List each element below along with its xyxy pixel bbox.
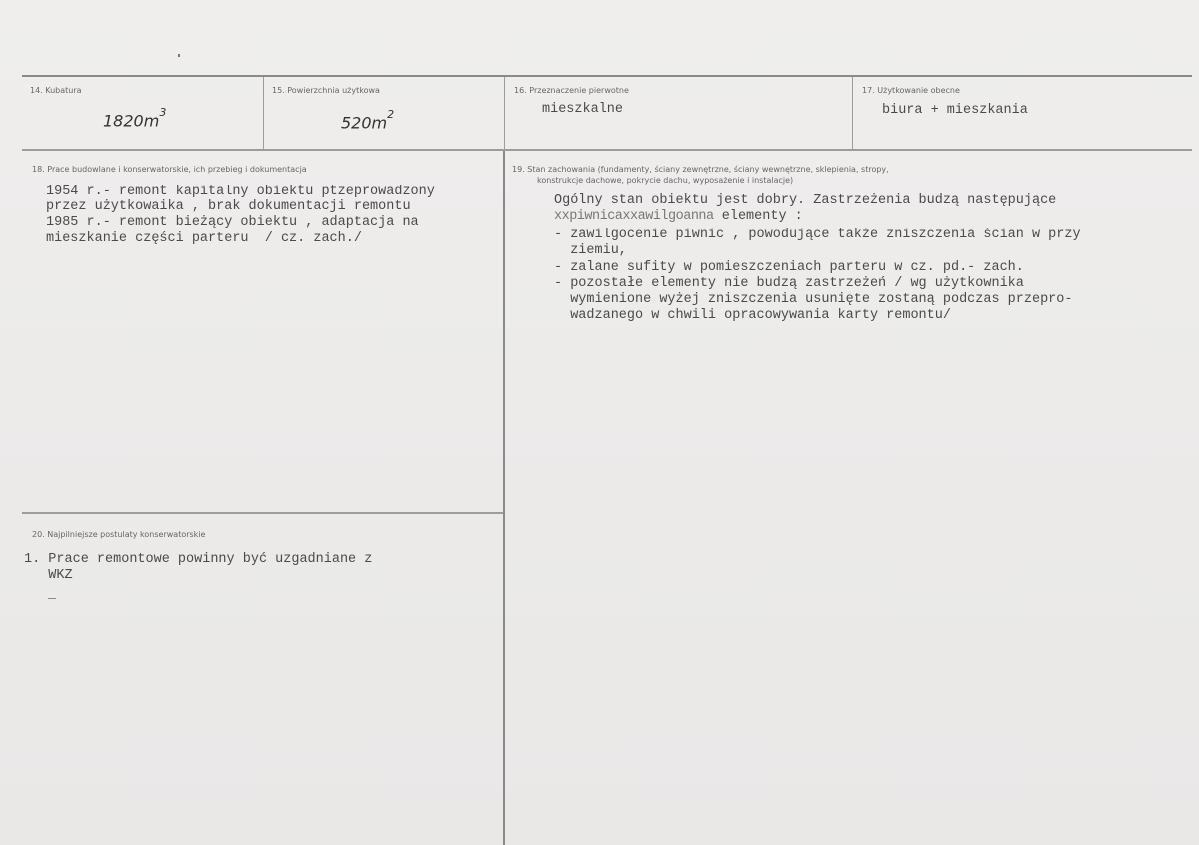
field-18-line-3: 1985 r.- remont bieżący obiektu , adaptacja na: [46, 215, 419, 230]
divider-14-15: [263, 77, 264, 149]
field-19-label-line-1: 19. Stan zachowania (fundamenty, ściany zewnętrzne, ściany wewnętrzne, sklepienia, stropy,: [512, 165, 889, 174]
field-19-line-2: [554, 210, 803, 225]
field-15-value: [341, 108, 395, 133]
field-19-line-1: Ogólny stan obiektu jest dobry. Zastrzeżenia budzą następujące: [554, 193, 1057, 208]
field-20-line-2: WKZ: [24, 568, 73, 583]
field-18-line-2: przez użytkowaika , brak dokumentacji remontu: [46, 199, 411, 214]
struck-text: xxpiwnicaxxawilgoanna: [554, 209, 714, 224]
main-vertical-divider: [503, 151, 505, 845]
field-18-label: 18. Prace budowlane i konserwatorskie, ich przebieg i dokumentacja: [32, 165, 307, 174]
area-unit: m: [371, 113, 388, 133]
divider-16-17: [852, 77, 853, 149]
area-exponent: 2: [387, 108, 395, 121]
field-18-line-4: mieszkanie części parteru / cz. zach./: [46, 231, 362, 246]
field-19-line-7: wymienione wyżej zniszczenia usunięte zostaną podczas przepro-: [554, 292, 1073, 307]
top-rule: [22, 75, 1192, 77]
field-20-line-1: 1. Prace remontowe powinny być uzgadniane z: [24, 552, 373, 567]
field-16-label: 16. Przeznaczenie pierwotne: [514, 86, 629, 95]
stray-mark-2: [48, 598, 56, 599]
field-17-value: biura + mieszkania: [882, 103, 1028, 118]
field-14-value: [103, 106, 167, 131]
field-17-label: 17. Użytkowanie obecne: [862, 86, 960, 95]
field-16-value: mieszkalne: [542, 102, 624, 117]
field-20-label: 20. Najpilniejsze postulaty konserwatorskie: [32, 530, 206, 539]
field-19-line-3: - zawilgocenie piwnic , powodujące także zniszczenia ścian w przy: [554, 228, 1081, 242]
divider-15-16: [504, 77, 505, 149]
field-19-line-2-rest: elementy :: [713, 209, 803, 224]
kubatura-unit: m: [143, 111, 160, 131]
field-19-line-8: wadzanego w chwili opracowywania karty remontu/: [554, 308, 951, 323]
stray-mark: [178, 54, 180, 57]
section-20-top-rule: [22, 512, 503, 514]
row1-bottom-rule: [22, 149, 1192, 151]
field-18-line-1: 1954 r.- remont kapitalny obiektu ptzeprowadzony: [46, 185, 435, 199]
kubatura-exponent: 3: [159, 106, 167, 119]
field-15-label: 15. Powierzchnia użytkowa: [272, 86, 380, 95]
field-19-line-4: ziemiu,: [554, 243, 627, 258]
field-14-label: 14. Kubatura: [30, 86, 82, 95]
field-19-label-line-2: konstrukcje dachowe, pokrycie dachu, wyposażenie i instalacje): [537, 176, 794, 185]
area-number: 520: [341, 113, 372, 133]
kubatura-number: 1820: [103, 111, 144, 131]
field-19-line-6: - pozostałe elementy nie budzą zastrzeżeń / wg użytkownika: [554, 276, 1024, 291]
field-19-line-5: - zalane sufity w pomieszczeniach parteru w cz. pd.- zach.: [554, 260, 1024, 275]
